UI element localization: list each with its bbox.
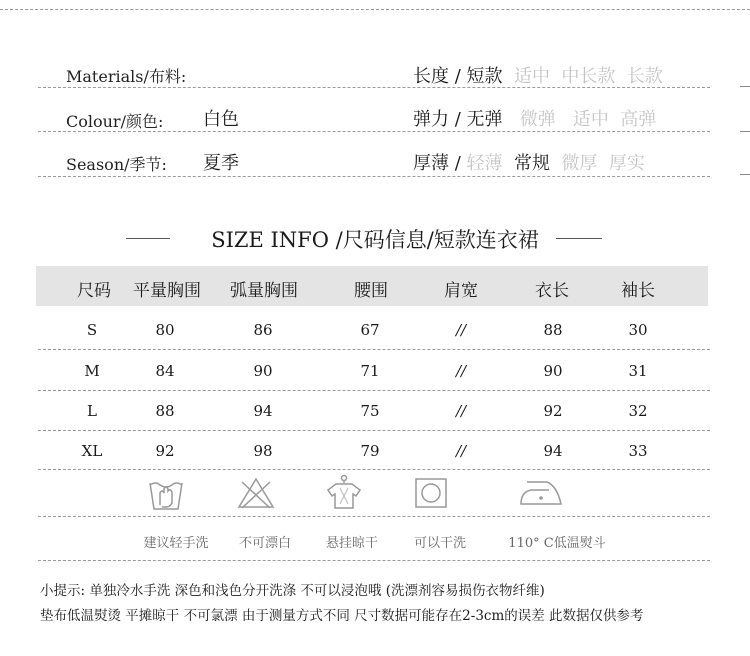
care-divider [38, 516, 710, 517]
measure-cell: 88 [155, 402, 175, 420]
row-divider [38, 131, 710, 132]
colour-label: Colour/颜色: [66, 112, 164, 131]
tip-line-2: 垫布低温熨烫 平摊晾干 不可氯漂 由于测量方式不同 尺寸数据可能存在2-3cm的误差 此数据仅供参考 [40, 608, 644, 624]
title-rule-right [556, 238, 602, 239]
thickness-option: 轻薄 [466, 153, 503, 174]
edge-mark [740, 131, 750, 132]
care-label: 可以干洗 [413, 536, 467, 551]
iron-icon [517, 478, 563, 508]
col-header: 尺码 [77, 281, 111, 301]
length-name: 长度 [413, 66, 449, 87]
thickness-option: 厚实 [608, 153, 645, 174]
size-cell: M [84, 362, 100, 380]
edge-mark [740, 174, 750, 175]
col-header: 腰围 [354, 281, 388, 301]
col-header: 弧量胸围 [230, 281, 298, 301]
thickness-option: 常规 [513, 153, 550, 174]
row-divider [38, 87, 710, 88]
elasticity-name: 弹力 [413, 109, 449, 130]
measure-cell: 98 [253, 442, 273, 460]
measure-cell: 88 [543, 321, 563, 339]
col-header: 肩宽 [444, 281, 478, 301]
row-divider [38, 176, 710, 177]
elasticity-option: 微弹 [519, 109, 556, 130]
measure-cell: 80 [155, 321, 175, 339]
size-cell: L [87, 402, 97, 420]
size-cell: S [86, 321, 98, 339]
no-bleach-icon [236, 476, 276, 510]
table-row-divider [38, 390, 710, 391]
measure-cell: 33 [628, 442, 648, 460]
length-option: 适中 [513, 66, 550, 87]
measure-cell: // [455, 362, 467, 380]
measure-cell: // [455, 402, 467, 420]
measure-cell: 92 [543, 402, 563, 420]
col-header: 平量胸围 [133, 281, 201, 301]
length-option: 短款 [466, 66, 503, 87]
length-option: 长款 [626, 66, 663, 87]
col-header: 衣长 [535, 281, 569, 301]
care-label: 不可漂白 [238, 536, 292, 551]
table-row-divider [38, 349, 710, 350]
elasticity-option: 适中 [572, 109, 609, 130]
measure-cell: 86 [253, 321, 273, 339]
measure-cell: 32 [628, 402, 648, 420]
measure-cell: 92 [155, 442, 175, 460]
colour-value: 白色 [203, 109, 239, 130]
measure-cell: 71 [360, 362, 380, 380]
measure-cell: 94 [543, 442, 563, 460]
length-scale: 长度 / 短款 适中 中长款 长款 [413, 66, 663, 87]
elasticity-scale: 弹力 / 无弹 微弹 适中 高弹 [413, 109, 657, 130]
elasticity-option: 无弹 [466, 109, 503, 130]
measure-cell: // [455, 321, 467, 339]
tumble-dry-icon [414, 477, 448, 509]
edge-mark [740, 86, 750, 87]
season-value: 夏季 [203, 153, 239, 174]
length-option: 中长款 [561, 66, 616, 87]
measure-cell: 30 [628, 321, 648, 339]
measure-cell: 94 [253, 402, 273, 420]
care-label: 110° C低温熨斗 [508, 536, 606, 551]
care-label: 建议轻手洗 [143, 536, 209, 551]
thickness-option: 微厚 [561, 153, 598, 174]
col-header: 袖长 [621, 281, 655, 301]
measure-cell: 90 [543, 362, 563, 380]
thickness-scale: 厚薄 / 轻薄 常规 微厚 厚实 [413, 153, 645, 174]
hang-dry-icon [324, 474, 364, 512]
top-divider [0, 9, 750, 10]
table-row-divider [38, 469, 710, 470]
table-row-divider [38, 430, 710, 431]
measure-cell: 31 [628, 362, 648, 380]
materials-label: Materials/布料: [66, 67, 187, 86]
size-cell: XL [81, 442, 103, 460]
care-label: 悬挂晾干 [325, 536, 379, 551]
tip-line-1: 小提示: 单独冷水手洗 深色和浅色分开洗涤 不可以浸泡哦 (洗漂剂容易损伤衣物纤维) [40, 583, 545, 599]
thickness-name: 厚薄 [413, 153, 449, 174]
tips-divider [38, 560, 710, 561]
measure-cell: 67 [360, 321, 380, 339]
measure-cell: 90 [253, 362, 273, 380]
measure-cell: 84 [155, 362, 175, 380]
hand-wash-icon [146, 475, 186, 513]
measure-cell: // [455, 442, 467, 460]
measure-cell: 79 [360, 442, 380, 460]
season-label: Season/季节: [66, 155, 167, 174]
measure-cell: 75 [360, 402, 380, 420]
size-info-title: SIZE INFO /尺码信息/短款连衣裙 [211, 228, 539, 252]
elasticity-option: 高弹 [620, 109, 657, 130]
